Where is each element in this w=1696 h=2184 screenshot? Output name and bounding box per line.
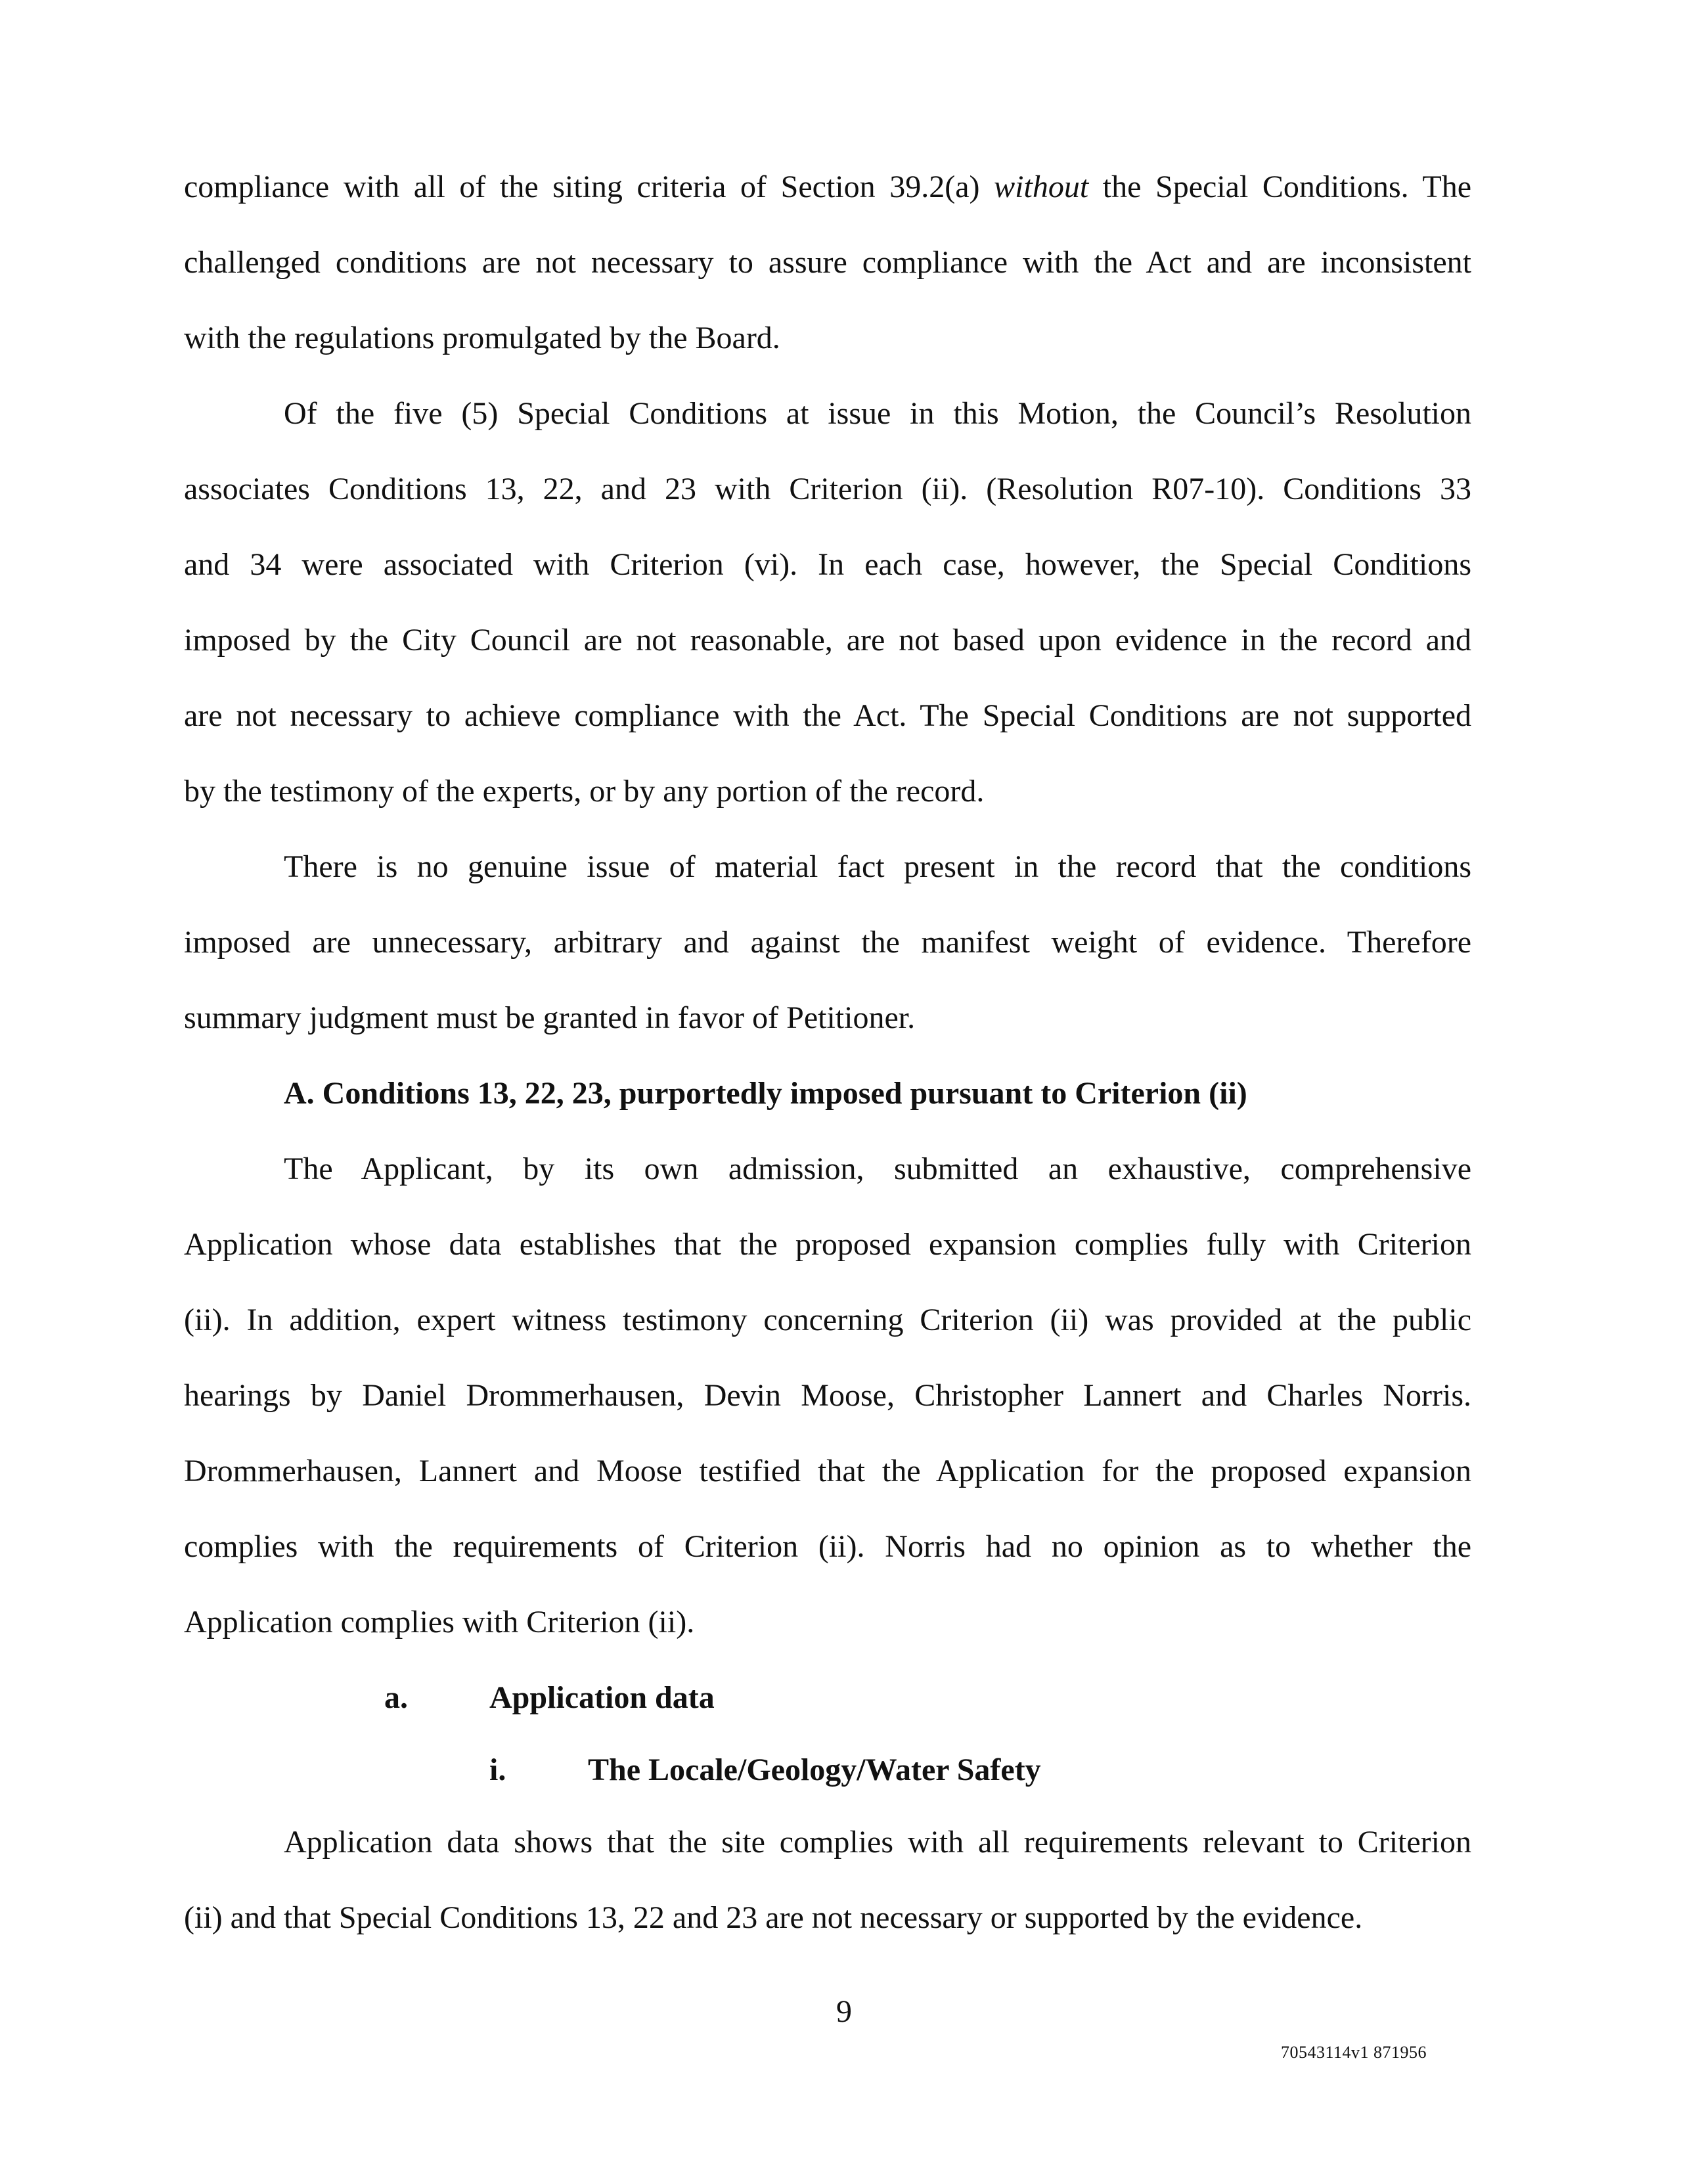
paragraph-2-line-5: are not necessary to achieve compliance with the Act. The Special Conditions are not supported <box>184 698 1471 733</box>
paragraph-2-line-2: associates Conditions 13, 22, and 23 with Criterion (ii). (Resolution R07-10). Conditions 33 <box>184 472 1471 506</box>
paragraph-2-line-6: by the testimony of the experts, or by any portion of the record. <box>184 774 985 809</box>
paragraph-1-line-2: challenged conditions are not necessary to assure compliance with the Act and are inconsistent <box>184 245 1471 280</box>
section-heading-a: A. Conditions 13, 22, 23, purportedly imposed pursuant to Criterion (ii) <box>284 1076 1247 1111</box>
paragraph-5-line-2: (ii) and that Special Conditions 13, 22 and 23 are not necessary or supported by the evidence. <box>184 1900 1363 1935</box>
paragraph-4-line-3: (ii). In addition, expert witness testimony concerning Criterion (ii) was provided at the public <box>184 1303 1471 1337</box>
subheading-i-marker: i. <box>489 1752 506 1787</box>
paragraph-4-line-2: Application whose data establishes that the proposed expansion complies fully with Criterion <box>184 1227 1471 1262</box>
emphasis-without: without <box>994 169 1089 204</box>
paragraph-1-text: compliance with all of the siting criteria of Section 39.2(a) <box>184 169 994 204</box>
paragraph-2-line-1: Of the five (5) Special Conditions at issue in this Motion, the Council’s Resolution <box>284 396 1471 431</box>
paragraph-1-text-end: the Special Conditions. The <box>1088 169 1471 204</box>
page-number: 9 <box>836 1994 852 2029</box>
paragraph-4-line-6: complies with the requirements of Criterion (ii). Norris had no opinion as to whether the <box>184 1529 1471 1564</box>
paragraph-1-line-3: with the regulations promulgated by the Board. <box>184 321 780 355</box>
paragraph-4-line-5: Drommerhausen, Lannert and Moose testified that the Application for the proposed expansion <box>184 1454 1471 1488</box>
paragraph-2-line-3: and 34 were associated with Criterion (vi). In each case, however, the Special Conditions <box>184 547 1471 582</box>
paragraph-3-line-3: summary judgment must be granted in favor of Petitioner. <box>184 1000 916 1035</box>
subheading-a-marker: a. <box>384 1680 408 1715</box>
paragraph-2-line-4: imposed by the City Council are not reasonable, are not based upon evidence in the record and <box>184 623 1471 657</box>
subheading-i-title: The Locale/Geology/Water Safety <box>588 1752 1041 1787</box>
paragraph-1-line-1 <box>184 167 1471 207</box>
paragraph-4-line-1: The Applicant, by its own admission, submitted an exhaustive, comprehensive <box>284 1151 1471 1186</box>
paragraph-4-line-4: hearings by Daniel Drommerhausen, Devin Moose, Christopher Lannert and Charles Norris. <box>184 1378 1471 1413</box>
paragraph-4-line-7: Application complies with Criterion (ii). <box>184 1605 695 1639</box>
subheading-a-title: Application data <box>489 1680 715 1715</box>
paragraph-5-line-1: Application data shows that the site complies with all requirements relevant to Criterion <box>284 1825 1471 1860</box>
document-id: 70543114v1 871956 <box>1281 2043 1427 2062</box>
paragraph-3-line-2: imposed are unnecessary, arbitrary and against the manifest weight of evidence. Therefore <box>184 925 1471 960</box>
paragraph-3-line-1: There is no genuine issue of material fact present in the record that the conditions <box>284 849 1471 884</box>
